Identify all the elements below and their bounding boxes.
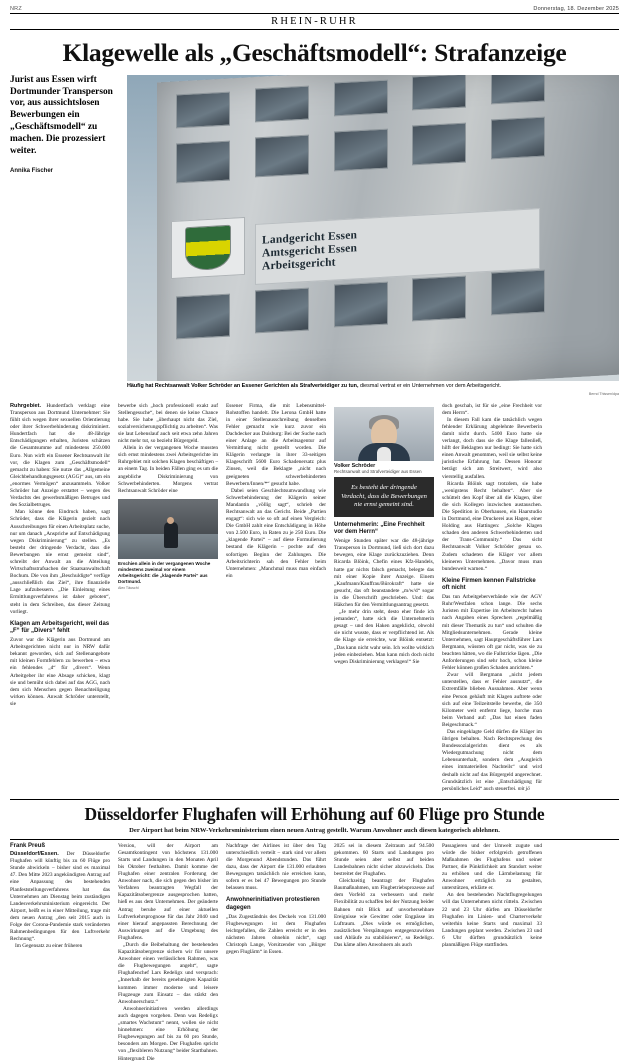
- subheading: Kleine Firmen kennen Fallstricke oft nicht: [442, 577, 536, 591]
- article2-column-5: [442, 843, 542, 1063]
- article2-column-2: [118, 843, 218, 1063]
- portrait-shirt: [377, 447, 391, 461]
- section-rule-top: [10, 13, 619, 14]
- body-column-1: [10, 403, 110, 793]
- paragraph: Zwar will Bergmann „nicht jedem unterstellen, dass er Fehler ausnutzt“, die Extremfälle blieben Ausnahmen. Aber wenn eine Person gehäuft mit Klagen auftrete oder sich auf eine Teilzeitstelle bewerbe, die 350 Kilometer weit entfernt liege, horche man beim Verband auf: „Das hat einen faden Beigeschmack.“: [442, 672, 542, 728]
- paragraph: Gleichzeitig beantragt der Flughafen Baumaßnahmen, um Flugbetriebsprozesse auf dem Vorfeld zu verbessern und mehr Flexibilität zu schaffen bei der Nutzung beider Bahnen mit Blick auf unvorhersehbare Ereignisse wie Gewitter oder Engpässe im Luftraum. „Dies würde es ermöglichen, zusätzlichen Verspätungen entgegenzuwirken und Abläufe zu stabilisieren“, so Redeligx. Das käme allen Anwohnern als auch: [334, 878, 434, 949]
- small-photo-caption: Erschien allein in der vergangenen Woche mindestens zweimal vor einem Arbeitsgericht: die „klagende Partei“ aus Dortmund.: [118, 560, 211, 584]
- author-endmark: mit jö: [517, 785, 530, 792]
- paragraph: Das tun Arbeitgeberverbände wie der AGV Ruhr/Westfalen schon lange. Die sechs Juristen mit Expertise im Arbeitsrecht haben nach Angaben eines Sprechers „regelmäßig mit dieser Thematik zu tun“ und schulten die Mitgliedsunternehmen. Gerade kleine Unternehmen, sagt Hauptgeschäftsführer Lars Bergmann, wüssten oft gar nicht, was sie zu beachten hätten, wo die Fallstricke lägen. „Die Anforderungen sind sehr hoch, schon kleine Fehler können großen Schaden anrichten.“: [442, 594, 543, 672]
- paragraph: „Das Zugeständnis des Deckels von 131.000 Flugbewegungen ist dem Flughafen leichtgefallen, die Zahlen erreicht er in den nächsten Jahren ohnehin nicht“, sagt Christoph Lange, Vorsitzender von „Bürger gegen Fluglärm“ in Essen.: [226, 913, 326, 956]
- sign-line-arbeitsgericht: Arbeitsgericht: [261, 256, 336, 273]
- paragraph: In diesem Fall kam die tatsächlich wegen fehlender Erklärung abgelehnte Bewerberin damit nicht durch. 5400 Euro hatte sie verlangt, doch dass sie die Klage fallenließ, hilft der Beklagten nur bedingt: Sie hatte sich einen Anwalt genommen, weil sie selbst keine juristische Erfahrung hat. Dessen Honorar beträgt sich am Streitwert, wird also vierstellig ausfallen.: [442, 416, 542, 480]
- page-topbar: [10, 6, 619, 12]
- body-column-3: [226, 403, 326, 793]
- paragraph: Man könne den Eindruck haben, sagt Schröder, dass die Klägerin gezielt nach Ausschreibungen für einen Arbeitsplatz suche, nur um danach „Anspriche auf Entschädigung wegen Diskriminierung“ zu stellen. „Es besteht der dringende Verdacht, dass die Bewerbungen nie ernst gemeint sind“, schreibt der Anwalt an die Abteilung Wirtschaftsstrafsachen der Staatsanwaltschaft Bochum. Die von ihm „Beschuldigte“ verfüge „ausschließlich das Ziel“, ihre finanzielle Lage aufzubessern. „Die Einleitung eines Ermittlungsverfahrens ist daher geboten“, steht in dem Schreiben, das dieser Zeitung vorliegt.: [10, 509, 110, 615]
- article2-body: [10, 843, 619, 1063]
- article-separator: [10, 799, 619, 800]
- photo-person-head: [167, 517, 174, 524]
- quote-author-role: Rechtsanwalt und Strafverteidiger aus Essen: [334, 468, 422, 474]
- article-body: [10, 403, 619, 793]
- article-byline: Annika Fischer: [10, 167, 54, 174]
- lead-photo-row: [10, 75, 619, 396]
- article2-column-3: [226, 843, 326, 1063]
- paragraph: Ricarda Blöink sagt trotzdem, sie habe „wenigstens Recht behalten“. Aber sie schüttelt den Kopf über all die Klagen, über die sich Kollegen inzwischen austauschen. Die Spedition in Oberhausen, ein Haarstudio in Dortmund, eine Druckerei aus Hagen, einer Holding aus Hattingen: „Solche Klagen schaden den anderen Schwerbehinderten und der Trans-Community.“ Das sicht Rechtsanwalt Volker Schröder genau so. Zudem schadeten die Kläger vor allem kleineren Unternehmen. „Davor muss man bundesweit warnen.“: [442, 480, 542, 572]
- paragraph: [10, 403, 110, 510]
- paragraph: Zuvor war die Klägerin aus Dortmund am Arbeitsgerichten nicht nur in NRW dafür bekannt geworden, sich auf Stellenangebote mit kleinen Formfehlern zu bewerben – etwa ein fehlendes „d“ für „divers“. Wenn Arbeitgeber ihr eine Absage schicken, klagt sie und bemüht sich dabei auf das AGG, nach dem sich Menschen gegen Benachteiligung wirken können. Anwalt Schröder unterstellt, sie: [10, 637, 110, 707]
- paragraph: Essener Firma, die mit Lebensmittel-Rohstoffen handelt. Die Lerona GmbH hatte in einer Stellenausschreibung denselben Fehler gemacht wie kurz zuvor ein Dachdecker aus Duisburg: Bei der Suche nach einer Anlage an die Arbeitsagentur auf Vermittlung nicht gestellt worden. Die Klägerin verlangte in ihrer 33-seitigen Klageschrift 5600 Euro Schadenersatz plus Zinsen, weil die Beklagte „nicht nach geeigneten schwerbehinderten Bewerbern/Innen/*“ gesucht habe.: [226, 402, 326, 487]
- court-coat-of-arms: [171, 217, 245, 279]
- paragraph: [442, 729, 542, 793]
- small-photo-credit: Alex Täuschl: [118, 585, 139, 590]
- lead-column: [10, 75, 118, 396]
- paragraph: „Durch die Beibehaltung der bestehenden Kapazitätsobergrenze sichern wir für unsere Anwohner einen verlässlichen Rahmen, was die Flugbewegungen angeht“, sagte Flughafenchef Lars Redeligx und versprach: „Innerhalb der bereits genehmigten Kapazität kommen immer moderne und leisere Flugzeuge zum Einsatz – das stärkt den Anwohnerschutz.“: [118, 942, 218, 1005]
- sign-line-landgericht: Landgericht Essen: [261, 229, 357, 247]
- shield-icon: [185, 224, 231, 270]
- photo-caption: [127, 383, 619, 390]
- paragraph: Im Gegensatz zu einer früheren: [15, 943, 83, 950]
- photo-credit: Bernd Thissen/dpa: [588, 391, 619, 396]
- paragraph: Version, will der Airport am Gesamtkontingent von höchstens 131.000 Starts und Landungen in den Monaten April bis Oktober festhalten. Damit komme der Flughafen einer zentralen Forderung der Anwohner nach, die sich gegen den bisher im Verfahren beantragten Wegfall der Kapazitätsobergrenze ausgesprochen hatten, hieß es aus dem Unternehmen. Der geänderte Antrag beruhe auf einer aktuellen Luftverkehrsprognose für das Jahr 2040 und einer hierauf angepassten Berechnung der Auswirkungen auf die Umgebung des Flughafens.: [118, 842, 218, 941]
- quote-author-name: Volker Schröder: [334, 462, 376, 469]
- paragraph-text: Der Düsseldorfer Flughafen will künftig bis zu 60 Flüge pro Stunde abwickeln – bisher sind es maximal 47. Den Mitte 2023 angekündigten Antrag auf eine Anpassung des bestehenden Planfeststellungsverfahrens hat das Unternehmen am Dienstag beim zuständigen Landesverkehrsministerium eingereicht. Der Airport, heißt es in einer Mitteilung, trage mit dem neuen Antrag „den seit 2015 auch in Folge der Corona-Pandemie stark veränderten Rahmenbedingungen für den Luftverkehr Rechnung“.: [10, 850, 110, 943]
- article2-column-1: [10, 843, 110, 1063]
- paragraph: bewerbe sich „hoch professionell exakt auf Stellengesuche“, bei denen sie keine Chance habe. Sie habe „überhaupt nicht das Ziel, sozialversicherungspflichtig zu arbeiten“. Was sie laut Lebenslauf auch seit etwa zehn Jahren nicht mehr tut, so bezieht Bürgergeld.: [118, 402, 218, 445]
- subheading: Anwohnerinitiativen protestieren dagegen: [226, 897, 320, 911]
- plaintiff-photo: [118, 499, 218, 559]
- body-column-4: [334, 403, 434, 793]
- paragraph: 2025 sei in diesem Zeitraum auf 94.500 gekommen. 60 Starts und Landungen pro Stunde seien aber selbst auf beiden Landesbahnen nicht sicher abzuwickeln. Das bestreitet der Flughafen.: [334, 842, 434, 878]
- sign-line-amtsgericht: Amtsgericht Essen: [261, 241, 357, 260]
- body-column-5: [442, 403, 542, 793]
- article-lead: Jurist aus Essen wirft Dortmunder Transperson vor, aus aussichtslosen Bewerbungen ein „Geschäftsmodell“ zu machen. Die prozessiert weiter.: [10, 74, 113, 156]
- paragraph: Wenige Stunden später war die 48-jährige Transperson in Dortmund, ließ sich dort dazu bewegen, eine Klage zurückzuziehen. Denn Ricarda Blöink, Chefin eines Kfz-Handels, hatte gar nichts falsch gemacht, belegte das mit einer Kopie ihrer Anzeige. Einem „Kaufmann/Kauffrau/Bürokraft“ hatte sie gesucht, das oft beanstandete „m/w/d“ sogar in die Überschrift geschrieben. Und: das Häkchen für den Vermittlungsantrag gesetzt.: [334, 538, 434, 608]
- paragraph: Allein in der vergangenen Woche mussten sich ernst mindestens zwei Arbeitsgerichte im Ruhrgebiet mit solchen Klagen beschäftigen – an einem Tag. In beiden Fällen ging es um die angebliche Diskriminierung von Schwerbehinderten. Morgens vertrat Rechtsanwalt Schröder eine: [118, 445, 218, 494]
- paragraph: An den bestehenden Nachtflugregelungen will das Unternehmen nicht rütteln. Zwischen 22 und 23 Uhr dürfen am Düsseldorfer Flughafen im Linien- und Charterverkehr weiterhin keine Starts und maximal 33 Landungen geplant werden. Zwischen 23 und 6 Uhr dürften grundsätzlich keine planmäßigen Flüge stattfinden.: [442, 892, 542, 949]
- subheading: Unternehmerin: „Eine Frechheit vor dem Herrn“: [334, 521, 425, 535]
- article2-subdeck: Der Airport hat beim NRW-Verkehrsministerium einen neuen Antrag gestellt. Warum Anwohner auch diesen kategorisch ablehnen.: [129, 826, 500, 834]
- article2-byline: Frank Preuß: [10, 842, 46, 849]
- article-headline: Klagewelle als „Geschäftsmodell“: Strafanzeige: [62, 38, 567, 67]
- article2-rule: [10, 839, 619, 840]
- quote-portrait: [334, 407, 434, 461]
- body-column-2: [118, 403, 218, 793]
- photo-person: [164, 522, 178, 548]
- paragraph: Passagieren und der Umwelt zugute und würde die bisher erfolgreich getroffenen Maßnahmen des Flughafens und seiner Partner, die Pünktlichkeit am Standort weiter zu erhöhen und die Lärmbelastung für Anwohner erträglich zu gestalten, unterstützen, erklärte er.: [442, 842, 542, 892]
- dateline: Düsseldorf/Essen.: [10, 850, 59, 857]
- paragraph: Anwohnerinitiativen werden allerdings auch dagegen vorgehen. Denn was Redeligx „smartes Wachstum“ nennt, wollen sie nicht hinnehmen: eine Erhöhung der Flugbewegungen auf bis zu 60 pro Stunde, besonders am Morgen. Der Flughafen spricht von „flexibleren Nutzung“ beider Startbahnen. Hintergrund: Die: [118, 1005, 218, 1062]
- pull-quote: [334, 407, 434, 517]
- photo-caption-rest: diesmal vertrat er ein Unternehmen vor dem Arbeitsgericht.: [358, 383, 502, 390]
- article2-headline: Düsseldorfer Flughafen will Erhöhung auf 60 Flüge pro Stunde: [84, 803, 545, 824]
- quote-text: Es besteht der dringende Verdacht, dass die Bewerbungen nie ernst gemeint sind.: [334, 477, 434, 517]
- section-header: [10, 13, 619, 30]
- paragraph: Nachfrage der Airlines ist über den Tag unterschiedlich verteilt – stark sind vor allem die Morgenund Abendstunden. Das führt dazu, dass der Airport die 131.000 erlaubten Bewegungen tatsächlich nie erreichen kann, sofern er es bei 47 Bewegungen pro Stunde belassen muss.: [226, 842, 326, 892]
- section-rule-bottom: [10, 29, 619, 30]
- paragraph: [10, 851, 110, 944]
- article2-column-4: [334, 843, 434, 1063]
- section-title: RHEIN-RUHR: [271, 16, 358, 27]
- page-number: NRZ: [10, 6, 22, 12]
- paragraph: Dabei seien Geschlechtsumwandlung wie Schwerbehinderung der Klägerin seiner Mandantin „völlig sagt“, schrieb der Rechtsanwalt an das Gericht. Beide „Partien engagt“: sich wie so oft auf einen Vergleich: Die GmbH zahlt eine Entschädigung in Höhe von 2.500 Euro, in Raten zu je 250 Euro. Die „klagende Partei“ – auf diese Formulierung bestand die Klägerin – pochte auf den sofortigen Beginn der Zahlungen. Die Arbeitsrichterin sah den Fehler beim Unternehmen: „Manchmal muss man einfach ein: [226, 487, 326, 579]
- dateline: Ruhrgebiet.: [10, 402, 42, 409]
- paragraph-text: Das eingeklagte Geld dürfen die Kläger im übrigen behalten. Nach Rechtsprechung des Bundessozialgerichts dient es als Wiedergutmachung nicht dem Lebensunterhalt, sondern dem „Ausgleich eines immateriellen Nachteils“ und wird deshalb nicht auf das Bürgergeld angerechnet. Grundsätzlich ist eine „Entschädigung für persönliches Leid“ auch steuerfrei.: [442, 728, 542, 792]
- court-building-photo: [127, 75, 619, 381]
- paragraph: doch geschah, ist für sie „eine Frechheit vor dem Herrn“.: [442, 402, 542, 416]
- paragraph-text: Hundertfach verklagt eine Transperson aus Dortmund Unternehmer: Sie fühlt sich wegen ihrer sexuellen Orientierung oder ihrer Schwerbehinderung diskriminiert. Hundertfach hat die 48-Jährige Entschädigungen erhalten, Juristen schätzen die Gesamtsumme auf mindestens 250.000 Euro. Nun wirft ein Essener Rechtsanwalt ihr vor, die Klagen zum „Geschäftsmodell“ gemacht zu haben: Sie nutze das „Allgemeine Gleichbehandlungsgesetz (AGG)“ aus, um ein „enormes Vermögen“ anzusammeln. Volker Schröder hat Anzeige erstattet – wegen des Verdachts des gewerbsmäßigen Betruges und des Sozialbetruges.: [10, 402, 110, 509]
- paragraph: „Je mehr drin steht, desto eher finde ich jemanden“, hatte sich die Unternehmerin gesagt – und den Haken angeklickt, obwohl sie nicht wusste, dass er verpflichtend ist. Als die Klage sie erreichte, war Blöink entsetzt: „Das kann nicht wahr sein. Ich wollte wirklich jeden einbeziehen. Man kann mich doch nicht wegen Diskriminierung verklagen!“ Sie: [334, 609, 434, 665]
- subheading: Klagen am Arbeitsgericht, weil das „F“ für „Divers“ fehlt: [10, 620, 110, 634]
- issue-date: Donnerstag, 18. Dezember 2025: [533, 6, 619, 12]
- photo-caption-bold: Häufig hat Rechtsanwalt Volker Schröder an Essener Gerichten als Strafverteidiger zu tun,: [127, 383, 359, 390]
- photo-column: [127, 75, 619, 396]
